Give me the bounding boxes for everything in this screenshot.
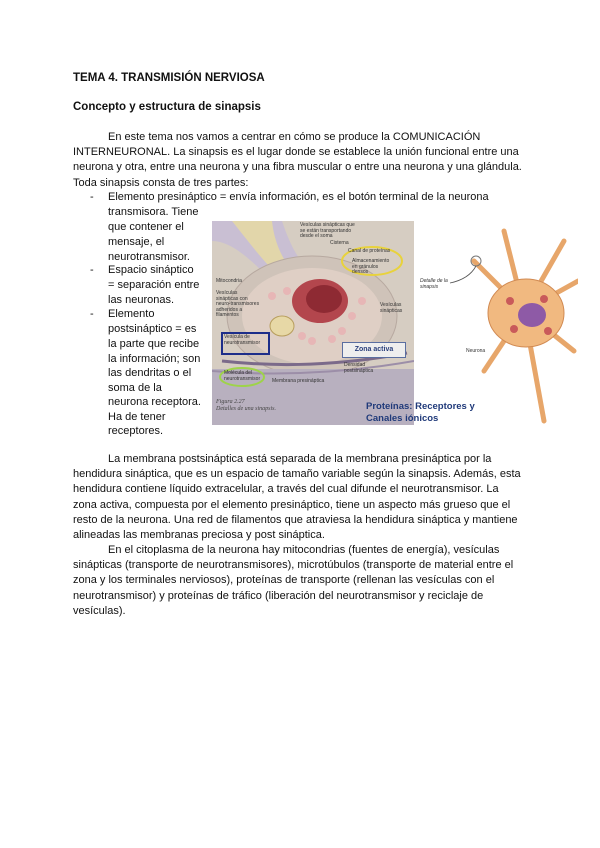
- paragraph-line: En el citoplasma de la neurona hay mitocondrias (fuentes de energía), vesículas: [108, 544, 500, 556]
- figure-label: Vesículas sinápticas: [380, 302, 403, 314]
- bullet-1-line: mensaje, el: [108, 236, 165, 248]
- paragraph-line: sinápticas (transporte de neurotransmisores), microtúbulos (transporte de material entre el: [73, 559, 514, 572]
- figure-label: Molécula del neurotransmisor: [224, 370, 261, 382]
- paragraph-line: zona y los terminales nerviosos), proteínas de transporte (rellenan las vesículas con el: [73, 574, 495, 587]
- intro-paragraph: [73, 130, 538, 191]
- zona-activa-label: Zona activa: [342, 342, 406, 358]
- figure-label: Vesículas sinápticas con neuro-transmisores adheridos a filamentos: [216, 290, 260, 318]
- figure-label: Detalle de la sinapsis: [420, 278, 448, 290]
- paragraph-line: hendidura sináptica, que es un espacio de tamaño variable según la sinapsis. Además, esta: [73, 468, 521, 481]
- paragraph-line: alineadas las membranas preciosa y post sináptica.: [73, 529, 325, 542]
- paragraph-line: vesículas).: [73, 604, 126, 617]
- paragraph-membrana: [73, 452, 538, 543]
- bullet-3-line: receptores.: [108, 425, 164, 437]
- proteinas-annotation: [366, 401, 475, 424]
- bullet-3-line: soma de la: [108, 382, 162, 394]
- neuron-illustration: [414, 221, 578, 425]
- bullet-3-line: la parte que recibe: [108, 338, 200, 350]
- figure-caption-text: Detalles de una sinapsis.: [216, 406, 276, 412]
- bullet-marker: -: [90, 264, 94, 276]
- intro-line: neurona y otra, entre una neurona y una fibra muscular o entre una neurona y una glándula.: [73, 161, 522, 174]
- bullet-2-line: = separación entre: [108, 279, 200, 291]
- intro-line: Toda sinapsis consta de tres partes:: [73, 176, 249, 189]
- document-title: TEMA 4. TRANSMISIÓN NERVIOSA: [73, 72, 265, 84]
- intro-line: INTERNEURONAL. La sinapsis es el lugar donde se establece la unión funcional entre una: [73, 146, 519, 159]
- neuron-diagram: [414, 221, 578, 425]
- proteinas-line: Canales iónicos: [366, 412, 439, 424]
- figure-label: Almacenamiento en gránulos densos: [352, 258, 390, 275]
- bullet-3-line: Elemento: [108, 308, 155, 320]
- figure-label: Neurona: [466, 348, 486, 354]
- figure-label: Mitocondria: [216, 278, 242, 284]
- section-heading: Concepto y estructura de sinapsis: [73, 101, 261, 113]
- bullet-3-line: neurona receptora.: [108, 396, 201, 408]
- bullet-3-line: postsináptico = es: [108, 323, 197, 335]
- bullet-marker: -: [90, 191, 94, 203]
- paragraph-line: neurotransmisor) y proteínas de tráfico (liberación del neurotransmisor y reciclaje de: [73, 589, 484, 602]
- bullet-marker: -: [90, 308, 94, 320]
- figure-label: Vesícula de neurotransmisor: [224, 334, 261, 346]
- bullet-2-line: Espacio sináptico: [108, 264, 194, 276]
- bullet-1-line: neurotransmisor.: [108, 251, 190, 263]
- bullet-3-line: la información; son: [108, 353, 201, 365]
- paragraph-citoplasma: [73, 543, 538, 619]
- bullet-1-line: que contener el: [108, 221, 184, 233]
- figure-label: Cisterna: [330, 240, 349, 246]
- bullet-3-line: Ha de tener: [108, 411, 166, 423]
- figure-label: Vesículas sinápticas que se están transportando desde el soma: [300, 222, 355, 239]
- figure-caption-number: Figura 2.27: [216, 399, 245, 405]
- paragraph-line: La membrana postsináptica está separada de la membrana presináptica por la: [108, 453, 492, 465]
- paragraph-line: resto de la neurona. Una red de filamentos que atraviesa la hendidura sináptica y mantiene: [73, 513, 518, 526]
- bullet-2-line: las neuronas.: [108, 294, 175, 306]
- synapse-diagram: [212, 221, 414, 425]
- intro-line: En este tema nos vamos a centrar en cómo se produce la COMUNICACIÓN: [108, 131, 481, 143]
- figure-label: Canal de proteínas: [348, 248, 391, 254]
- figure-label: Membrana presináptica: [272, 378, 325, 384]
- figure-caption: [216, 399, 276, 413]
- figure-label: Densidad postsináptica: [344, 362, 374, 374]
- paragraph-line: hendidura contiene líquido extracelular, a través del cual difunde el neurotransmisor. La: [73, 483, 499, 496]
- bullet-1-line: transmisora. Tiene: [108, 206, 199, 218]
- synapse-figure: [212, 221, 578, 425]
- bullet-3-line: las dendritas o el: [108, 367, 192, 379]
- paragraph-line: zona activa, compuesta por el elemento presináptico, tiene un aspecto más grueso que el: [73, 498, 511, 511]
- proteinas-line: Proteínas: Receptores y: [366, 401, 475, 412]
- bullet-1-line: Elemento presináptico = envía información, es el botón terminal de la neurona: [108, 191, 489, 203]
